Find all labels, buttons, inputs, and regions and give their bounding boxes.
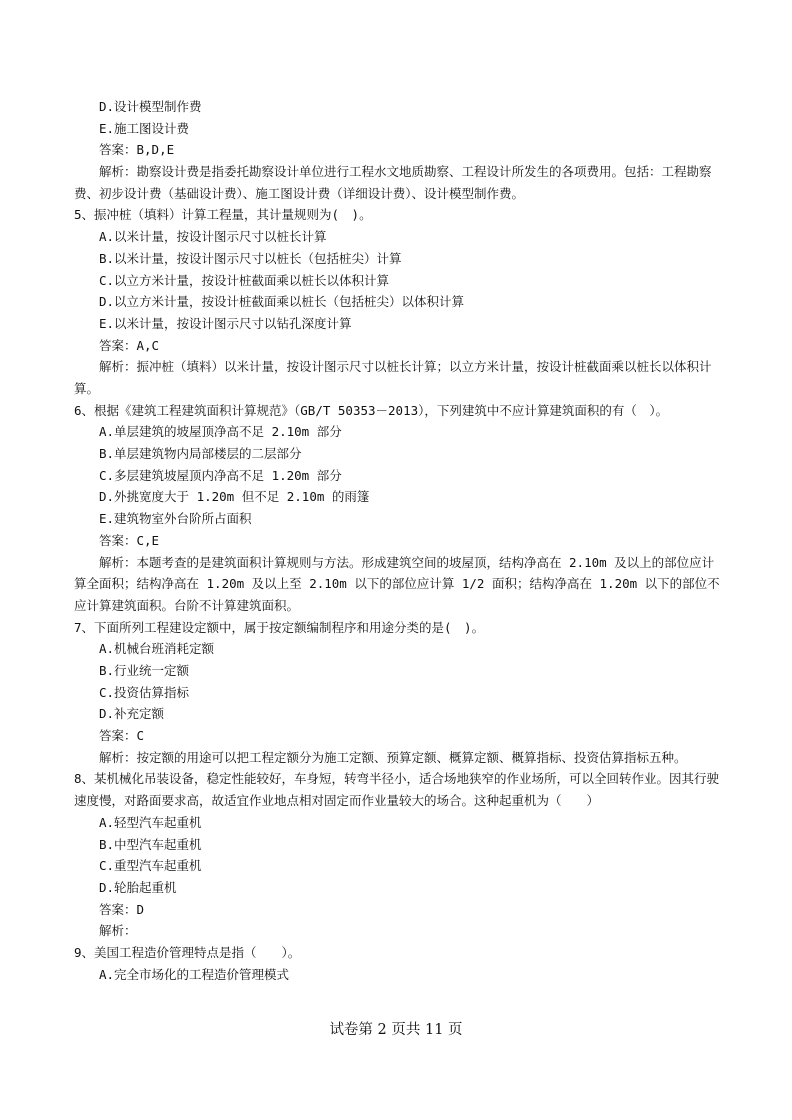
analysis-text: 解析：振冲桩（填料）以米计量，按设计图示尺寸以桩长计算；以立方米计量，按设计桩截面乘以桩长以体积计算。 [74, 359, 712, 396]
analysis-text: 解析： [99, 923, 137, 939]
page-footer: 试卷第 2 页共 11 页 [329, 1022, 463, 1038]
analysis-text: 解析：按定额的用途可以把工程定额分为施工定额、预算定额、概算定额、概算指标、投资估算指标五种。 [99, 749, 687, 765]
analysis-text: 解析：勘察设计费是指委托勘察设计单位进行工程水文地质勘察、工程设计所发生的各项费用。包括：工程勘察费、初步设计费（基础设计费）、施工图设计费（详细设计费）、设计模型制作费。 [74, 164, 712, 201]
option-text: C.以立方米计量，按设计桩截面乘以桩长以体积计算 [99, 272, 390, 288]
option-text: A.单层建筑的坡屋顶净高不足 2.10m 部分 [99, 424, 342, 440]
option-text: D.补充定额 [99, 706, 165, 722]
answer-text: 答案：C,E [99, 532, 160, 548]
option-text: A.以米计量，按设计图示尺寸以桩长计算 [99, 229, 327, 245]
option-text: B.以米计量，按设计图示尺寸以桩长（包括桩尖）计算 [99, 250, 402, 266]
option-text: B.中型汽车起重机 [99, 836, 202, 852]
option-text: A.轻型汽车起重机 [99, 814, 202, 830]
option-text: D.轮胎起重机 [99, 879, 177, 895]
option-text: A.完全市场化的工程造价管理模式 [99, 966, 290, 982]
option-text: D.外挑宽度大于 1.20m 但不足 2.10m 的雨篷 [99, 489, 370, 505]
answer-text: 答案：C [99, 728, 145, 744]
question-text: 9、美国工程造价管理特点是指（ ）。 [74, 944, 301, 960]
question-text: 8、某机械化吊装设备，稳定性能较好，车身短，转弯半径小，适合场地狭窄的作业场所，可以全回转作业。因其行驶速度慢，对路面要求高，故适宜作业地点相对固定而作业量较大的场合。这种起重机为（ ） [74, 771, 720, 809]
option-text: C.多层建筑坡屋顶内净高不足 1.20m 部分 [99, 467, 342, 483]
option-text: B.行业统一定额 [99, 662, 190, 678]
option-text: D.以立方米计量，按设计桩截面乘以桩长（包括桩尖）以体积计算 [99, 294, 465, 310]
option-text: B.单层建筑物内局部楼层的二层部分 [99, 446, 302, 462]
option-text: A.机械台班消耗定额 [99, 641, 215, 657]
option-text: E.以米计量，按设计图示尺寸以钻孔深度计算 [99, 315, 352, 331]
answer-text: 答案：B,D,E [99, 142, 175, 158]
option-text: C.重型汽车起重机 [99, 858, 202, 874]
question-text: 6、根据《建筑工程建筑面积计算规范》（GB/T 50353－2013），下列建筑中不应计算建筑面积的有（ ）。 [74, 402, 669, 418]
option-text: D.设计模型制作费 [99, 99, 202, 114]
option-text: E.施工图设计费 [99, 120, 190, 136]
exam-content [74, 96, 726, 985]
question-text: 7、下面所列工程建设定额中，属于按定额编制程序和用途分类的是( )。 [74, 619, 485, 635]
answer-text: 答案：A,C [99, 337, 160, 353]
answer-text: 答案：D [99, 901, 145, 917]
option-text: E.建筑物室外台阶所占面积 [99, 511, 252, 527]
analysis-text: 解析：本题考查的是建筑面积计算规则与方法。形成建筑空间的坡屋顶，结构净高在 2.10m 及以上的部位应计算全面积；结构净高在 1.20m 及以上至 2.10m 以下的部位应计算 1/2 面积；结构净高在 1.20m 以下的部位不应计算建筑面积。台阶不计算建筑面积。 [74, 554, 720, 613]
option-text: C.投资估算指标 [99, 684, 190, 700]
question-text: 5、振冲桩（填料）计算工程量，其计量规则为( )。 [74, 207, 372, 223]
